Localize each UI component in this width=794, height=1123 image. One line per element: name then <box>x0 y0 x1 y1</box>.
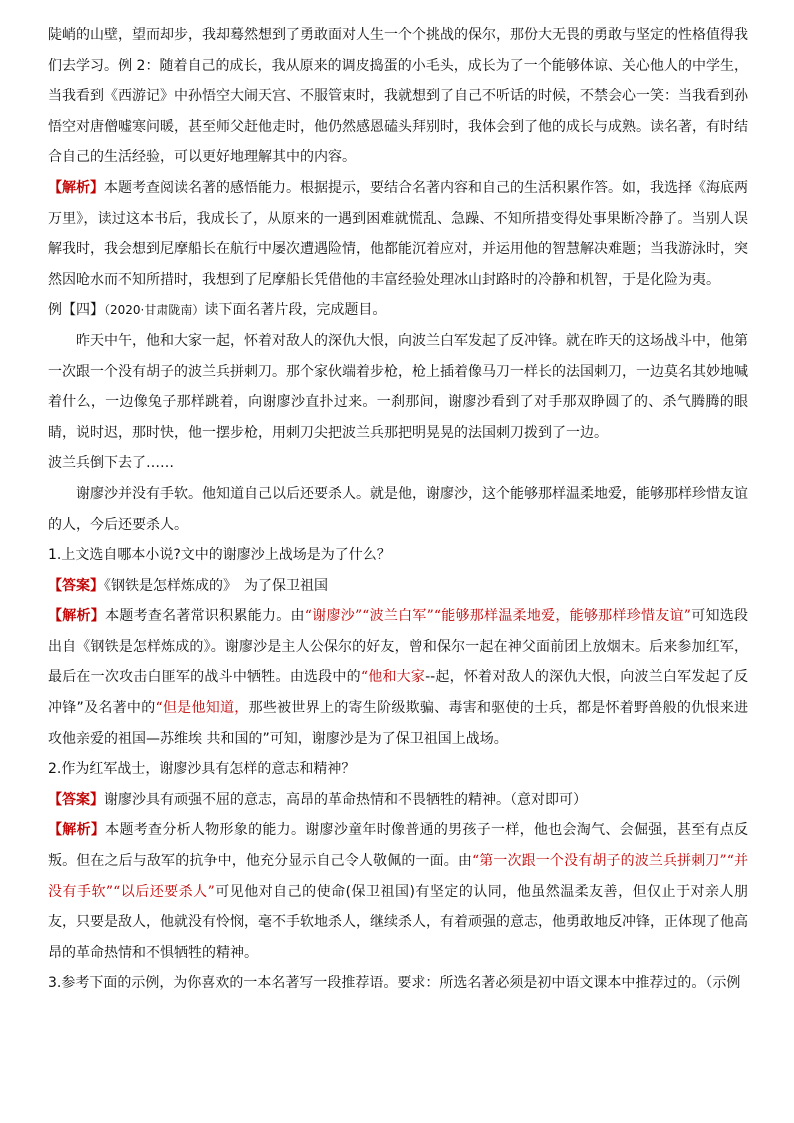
answer-text: 《钢铁是怎样炼成的》 为了保卫祖国 <box>104 577 328 594</box>
quote: “能够那样温柔地爱，能够那样珍惜友谊” <box>433 608 691 625</box>
quote: “波兰白军” <box>362 608 434 625</box>
answer-1 <box>48 571 748 602</box>
analysis-text: 本题考查名著常识积累能力。由 <box>105 608 305 625</box>
quote: “并没有手软” <box>48 853 748 900</box>
question-3: 3.参考下面的示例，为你喜欢的一本名著写一段推荐语。要求：所选名著必须是初中语文课本中推荐过的。（示例 <box>48 975 741 992</box>
analysis-q1 <box>48 601 748 754</box>
quote: “以后还要杀人” <box>113 883 215 900</box>
answer-text: 谢廖沙具有顽强不屈的意志，高昂的革命热情和不畏牺牲的精神。（意对即可） <box>104 791 587 808</box>
analysis-1 <box>48 173 748 295</box>
excerpt-paragraph-1: 昨天中午，他和大家一起，怀着对敌人的深仇大恨，向波兰白军发起了反冲锋。就在昨天的这场战斗中，他第一次跟一个没有胡子的波兰兵拼刺刀。那个家伙端着步枪，枪上插着像马刀一样长的法国刺刀，一边莫名其妙地喊着什么，一边像兔子那样跳着，向谢廖沙直扑过来。一刹那间，谢廖沙看到了对手那双睁圆了的、杀气腾腾的眼睛，说时迟，那时快，他一摆步枪，用刺刀尖把波兰兵那把明晃晃的法国刺刀拨到了一边。 <box>48 332 748 441</box>
question-1: 1.上文选自哪本小说?文中的谢廖沙上战场是为了什么？ <box>48 547 391 564</box>
answer-tag: 【答案】 <box>48 791 104 808</box>
analysis-text: 本题考查分析人物形象的能力。谢廖沙童年时像普通的男孩子一样，他也会淘气、会倔强，甚至有点反叛。但在之后与敌军的抗争中，他充分显示自己令人敬佩的一面。由 <box>48 822 749 870</box>
example-4-heading <box>48 295 748 326</box>
quote: “第一次跟一个没有胡子的波兰兵拼刺刀” <box>471 853 727 870</box>
analysis-q2 <box>48 815 748 968</box>
example-source: （2020·甘肃陇南） <box>104 303 205 318</box>
analysis-text: 可知选段出自《钢铁是怎样炼成的》。谢廖沙是主人公保尔的好友，曾和保尔一起在神父面前团上放烟末。后来参加红军，最后在一次攻击白匪军的战斗中牺牲。由选段中的 <box>48 608 748 686</box>
excerpt-paragraph-3: 谢廖沙并没有手软。他知道自己以后还要杀人。就是他，谢廖沙，这个能够那样温柔地爱，能够那样珍惜友谊的人，今后还要杀人。 <box>48 485 748 533</box>
quote: “他和大家 <box>360 669 426 686</box>
paragraph-continued-example: 陡峭的山壁，望而却步，我却蓦然想到了勇敢面对人生一个个挑战的保尔，那份大无畏的勇敢与坚定的性格值得我们去学习。例 2：随着自己的成长，我从原来的调皮捣蛋的小毛头，成长为了一个能够体谅、关心他人的中学生，当我看到《西游记》中孙悟空大闹天宫、不服管束时，我就想到了自己不听话的时候，不禁会心一笑：当我看到孙悟空对唐僧嘘寒问暖，甚至师父赶他走时，他仍然感恩磕头拜别时，我体会到了他的成长与成熟。读名著，有时结合自己的生活经验，可以更好地理解其中的内容。 <box>48 27 748 166</box>
analysis-tag: 【解析】 <box>48 822 106 839</box>
document-body <box>48 20 748 999</box>
analysis-text: --起，怀着对敌人的深仇大恨，向波兰白军发起了反冲锋”及名著中的 <box>48 669 748 717</box>
example-instruction: 读下面名著片段，完成题目。 <box>204 302 387 319</box>
quote: “但是他知道， <box>155 700 249 717</box>
quote: “谢廖沙” <box>304 608 363 625</box>
excerpt-paragraph-2: 波兰兵倒下去了…… <box>48 455 174 472</box>
analysis-text: 本题考查阅读名著的感悟能力。根据提示，要结合名著内容和自己的生活积累作答。如，我选择《海底两万里》，读过这本书后，我成长了，从原来的一遇到困难就慌乱、急躁、不知所措变得处事果断冷静了。当别人误解我时，我会想到尼摩船长在航行中屡次遭遇险情，他都能沉着应对，并运用他的智慧解决难题；当我游泳时，突然因呛水而不知所措时，我想到了尼摩船长凭借他的丰富经验处理冰山封路时的冷静和机智，于是化险为夷。 <box>48 179 748 288</box>
question-2: 2.作为红军战士，谢廖沙具有怎样的意志和精神？ <box>48 761 356 778</box>
analysis-text: 可见他对自己的使命(保卫祖国)有坚定的认同，他虽然温柔友善，但仅止于对亲人朋友，只要是敌人，他就没有怜悯，毫不手软地杀人，继续杀人，有着顽强的意志，他勇敢地反冲锋，正体现了他高昂的革命热情和不惧牺牲的精神。 <box>48 883 748 961</box>
example-label: 例【四】 <box>48 302 104 319</box>
analysis-tag: 【解析】 <box>48 608 106 625</box>
answer-2 <box>48 785 748 816</box>
answer-tag: 【答案】 <box>48 577 104 594</box>
analysis-text: 那些被世界上的寄生阶级欺骗、毒害和驱使的士兵，都是怀着野兽般的仇恨来进攻他亲爱的祖国—苏维埃 共和国的”可知，谢廖沙是为了保卫祖国上战场。 <box>48 700 748 747</box>
analysis-tag: 【解析】 <box>48 179 104 196</box>
